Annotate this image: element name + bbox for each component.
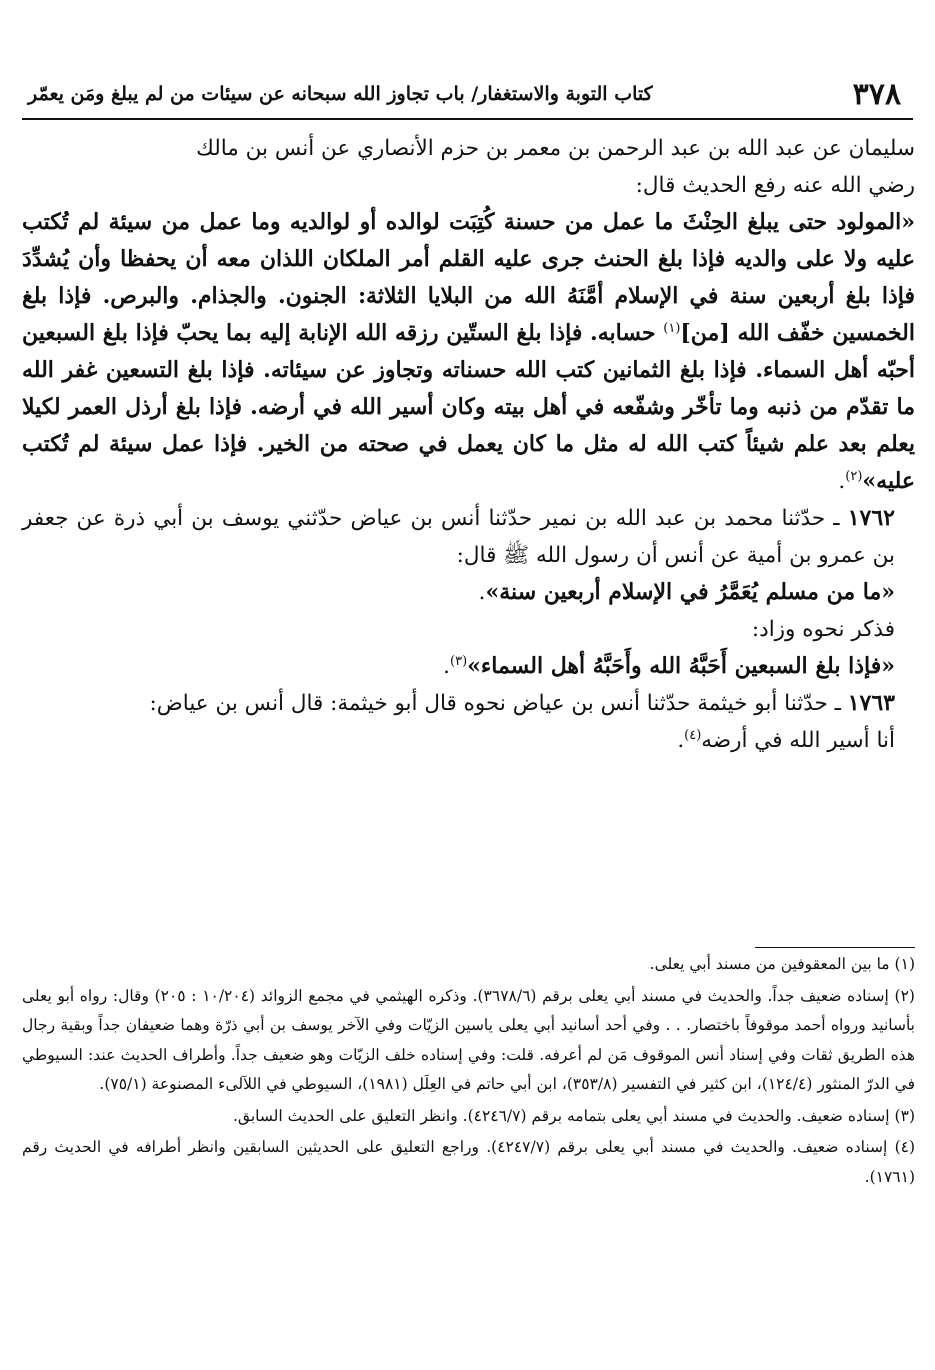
hadith-1762-matn [22, 574, 915, 611]
isnad-text-1: سليمان عن عبد الله بن عبد الرحمن بن معمر بن حزم الأنصاري عن أنس بن مالك [196, 136, 915, 161]
sentence-end: . [677, 728, 685, 753]
hadith-1762-text: «ما من مسلم يُعَمَّرُ في الإسلام أربعين سنة» [485, 579, 895, 605]
footnote-text: ما بين المعقوفين من مسند أبي يعلى. [649, 955, 890, 973]
hadith-1761-continuation: حسابه. فإذا بلغ الستّين رزقه الله الإنابة إليه بما يحبّ فإذا بلغ السبعين أحبّه أهل السماء. فإذا بلغ الثمانين كتب الله حسناته وتجاوز عن سيئاته. فإذا بلغ التسعين غفر الله ما تقدّم من ذنبه وما تأخّر وشفّعه في أهل بيته وكان أسير الله في أرضه. فإذا بلغ أرذل العمر لكيلا يعلم بعد علم شيئاً كتب الله له مثل ما كان يعمل في صحته من الخير. فإذا عمل سيئة لم تُكتب عليه» [22, 320, 915, 494]
footnote-number: (٢) [894, 986, 915, 1005]
isnad-line [22, 167, 915, 204]
sentence-end: . [838, 469, 846, 494]
isnad-line [22, 130, 915, 167]
footnote-separator [755, 947, 915, 948]
hadith-1761-text: «المولود حتى يبلغ الحِنْثَ ما عمل من حسنة كُتِبَت لوالده أو لوالديه وما عمل من سيئة لم تُكتب عليه ولا على والديه فإذا بلغ الحنث جرى عليه القلم أمر الملكان اللذان معه أن يحفظا وأن يُشدِّدَ فإذا بلغ أربعين سنة في الإسلام أمَّنَهُ الله من البلايا الثلاثة: الجنون. والجذام. والبرص. فإذا بلغ الخمسين خفّف الله [من] [22, 209, 915, 346]
page-header [22, 70, 913, 120]
footnote-1 [22, 950, 915, 980]
hadith-1762-addition-text: «فإذا بلغ السبعين أَحَبَّهُ الله وأَحَبَّهُ أهل السماء» [467, 653, 895, 679]
footnote-ref-3[interactable]: (٣) [450, 653, 468, 669]
footnote-4 [22, 1133, 915, 1192]
main-text [22, 130, 915, 759]
footnote-ref-1[interactable]: (١) [663, 320, 681, 336]
footnote-number: (٤) [894, 1138, 916, 1156]
running-title: كتاب التوبة والاستغفار/ باب تجاوز الله سبحانه عن سيئات من لم يبلغ ومَن يعمّر [28, 83, 653, 105]
hadith-1761-paragraph [22, 204, 915, 500]
hadith-1762-isnad [22, 500, 915, 574]
footnote-text: إسناده ضعيف. والحديث في مسند أبي يعلى برقم (٤٢٤٧/٧). وراجع التعليق على الحديثين السابقين وانظر أطرافه في الحديث رقم (١٧٦١). [22, 1138, 915, 1186]
footnote-number: (٣) [894, 1106, 915, 1125]
footnote-number: (١) [894, 955, 915, 973]
hadith-1763-text: أنا أسير الله في أرضه [701, 728, 895, 753]
footnotes-section [22, 950, 915, 1194]
hadith-1762-note [22, 611, 915, 648]
sentence-end: . [478, 580, 486, 605]
hadith-1763-chain: ـ حدّثنا أبو خيثمة حدّثنا أنس بن عياض نحوه قال أبو خيثمة: قال أنس بن عياض: [149, 691, 848, 716]
footnote-text: إسناده ضعيف جداً. والحديث في مسند أبي يعلى برقم (٣٦٧٨/٦). وذكره الهيثمي في مجمع الزوائد (١٠/٢٠٤ : ٢٠٥) وقال: رواه أبو يعلى بأسانيد ورواه أحمد موقوفاً باختصار. . . وفي أحد أسانيد أبي يعلى ياسين الزيّات وفي الآخر يوسف بن أبي ذرّة وهما ضعيفان جداً وبقية رجال هذه الطريق ثقات وفي إسناد أنس الموقوف مَن لم أعرفه. قلت: وفي إسناده خلف الزيّات وهو ضعيف جداً. وأطراف الحديث عند: السيوطي في الدرّ المنثور (١٢٤/٤)، ابن كثير في التفسير (٣٥٣/٨)، ابن أبي حاتم في العِلَل (١٩٨١)، السيوطي في اللآلىء المصنوعة (٧٥/١). [22, 986, 915, 1093]
hadith-number-1763: ١٧٦٣ [847, 690, 895, 716]
hadith-1762-note-text: فذكر نحوه وزاد: [751, 617, 895, 642]
hadith-number-1762: ١٧٦٢ [847, 505, 895, 531]
hadith-1762-chain: ـ حدّثنا محمد بن عبد الله بن نمير حدّثنا أنس بن عياض حدّثني يوسف بن أبي ذرة عن جعفر بن عمرو بن أمية عن أنس أن رسول الله ﷺ قال: [22, 506, 895, 568]
footnote-2 [22, 982, 915, 1100]
hadith-1762-addition [22, 648, 915, 685]
sentence-end: . [443, 654, 451, 679]
hadith-1763-isnad [22, 685, 915, 722]
footnote-text: إسناده ضعيف. والحديث في مسند أبي يعلى بتمامه برقم (٤٢٤٦/٧). وانظر التعليق على الحديث السابق. [232, 1106, 890, 1125]
footnote-ref-4[interactable]: (٤) [684, 727, 702, 743]
page-number: ٣٧٨ [852, 76, 901, 112]
isnad-text-2: رضي الله عنه رفع الحديث قال: [635, 173, 915, 198]
footnote-3 [22, 1102, 915, 1132]
hadith-1763-matn [22, 722, 915, 759]
footnote-ref-2[interactable]: (٢) [845, 468, 863, 484]
